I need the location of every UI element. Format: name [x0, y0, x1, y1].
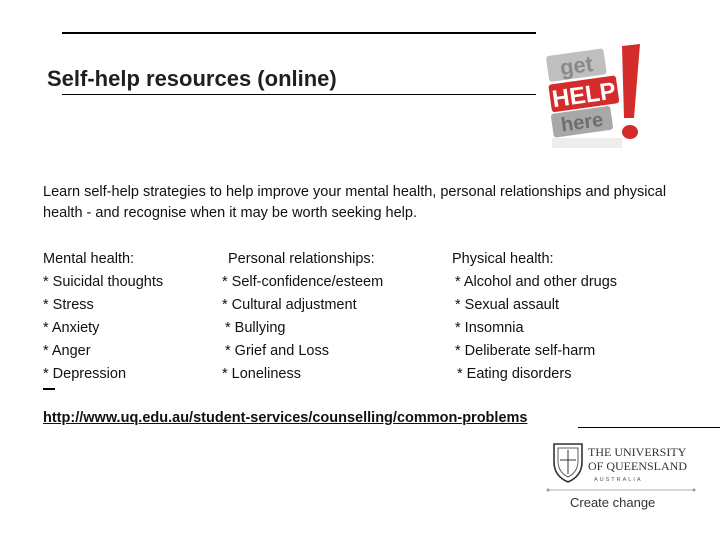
list-item: * Stress: [43, 297, 94, 313]
column-heading: Physical health:: [452, 251, 554, 267]
svg-text:HELP: HELP: [550, 77, 618, 114]
personal-relationships-column: [222, 248, 383, 386]
uq-line2: OF QUEENSLAND: [588, 459, 687, 473]
list-item: * Alcohol and other drugs: [455, 274, 618, 290]
title-underline: [62, 94, 536, 95]
list-item: * Suicidal thoughts: [43, 274, 164, 290]
list-item: * Cultural adjustment: [222, 297, 357, 313]
mental-health-column: [43, 248, 163, 386]
list-item: * Deliberate self-harm: [455, 343, 596, 359]
list-item: * Insomnia: [455, 320, 524, 336]
svg-text:here: here: [559, 108, 605, 137]
list-item: * Anger: [43, 343, 91, 359]
list-item: * Depression: [43, 366, 127, 382]
list-item: * Bullying: [225, 320, 286, 336]
link-underline-extension: [578, 427, 720, 428]
list-item: * Sexual assault: [455, 297, 559, 313]
list-item: * Eating disorders: [457, 366, 572, 382]
intro-text: Learn self-help strategies to help improve your mental health, personal relationships and physical health - and recognise when it may be worth seeking help.: [43, 184, 667, 221]
uq-line1: THE UNIVERSITY: [588, 445, 687, 459]
top-rule: [62, 32, 536, 34]
uq-tagline: Create change: [570, 495, 656, 510]
list-item: * Loneliness: [222, 366, 301, 382]
list-item: * Grief and Loss: [225, 343, 329, 359]
physical-health-column: [452, 248, 617, 386]
column-heading: Personal relationships:: [228, 251, 375, 267]
page-title: Self-help resources (online): [47, 66, 337, 91]
link-dash: [43, 388, 55, 390]
counselling-link[interactable]: http://www.uq.edu.au/student-services/counselling/common-problems: [43, 410, 528, 426]
svg-text:get: get: [558, 51, 595, 81]
list-item: * Anxiety: [43, 320, 100, 336]
list-item: * Self-confidence/esteem: [222, 274, 384, 290]
uq-crest-icon: [554, 444, 582, 482]
uq-logo: [546, 440, 696, 514]
get-help-here-icon: [538, 40, 650, 152]
column-heading: Mental health:: [43, 251, 135, 267]
uq-line3: AUSTRALIA: [594, 477, 643, 483]
